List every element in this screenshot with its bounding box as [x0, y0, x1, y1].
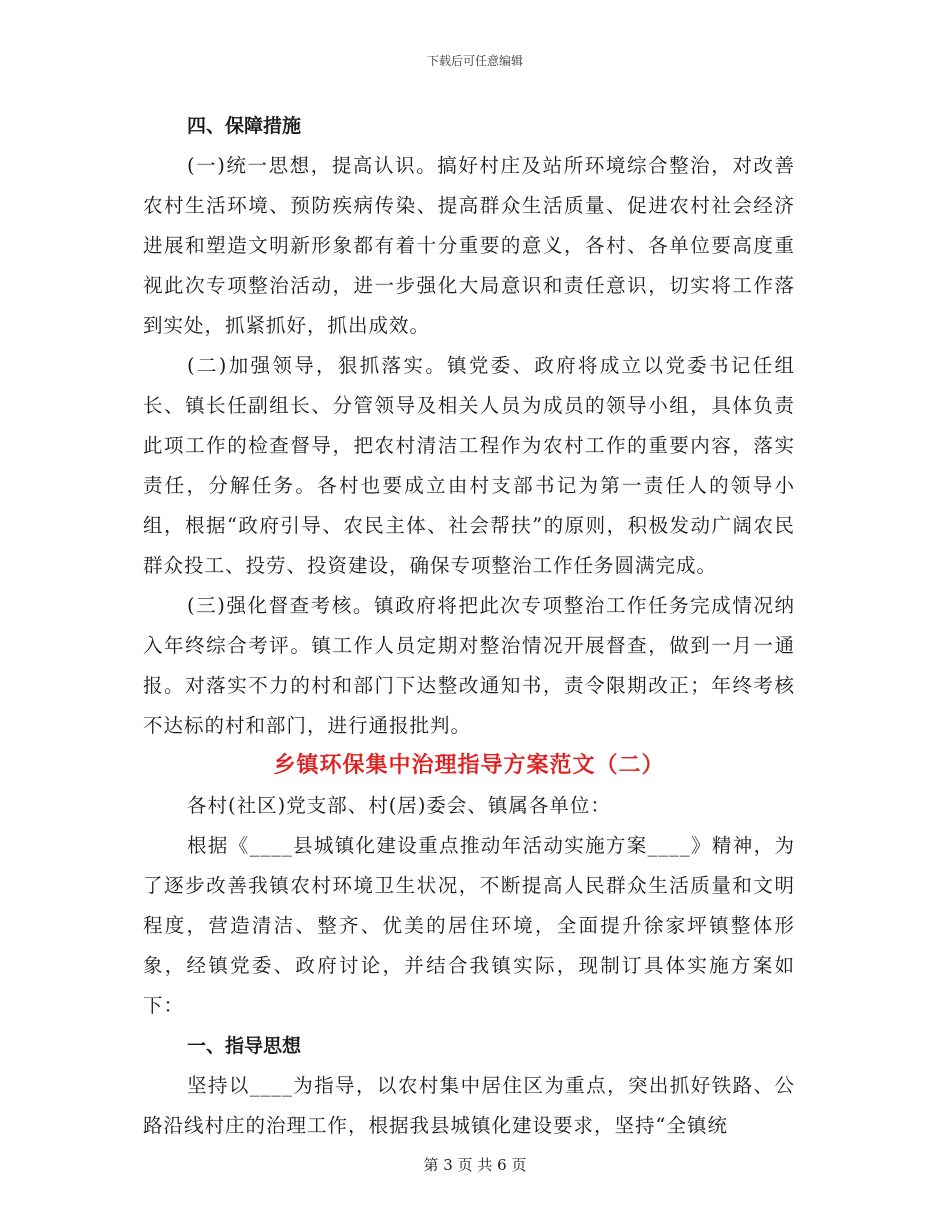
page-header-note: 下载后可任意编辑 [426, 54, 523, 68]
paragraph-guiding-ideology: 坚持以____为指导，以农村集中居住区为重点，突出抓好铁路、公路沿线村庄的治理工作，根据我县城镇化建设要求，坚持“全镇统 [143, 1074, 795, 1137]
document-body [143, 106, 795, 1146]
section-heading-safeguards: 四、保障措施 [187, 115, 302, 137]
paragraph-intro: 根据《____县城镇化建设重点推动年活动实施方案____》精神，为了逐步改善我镇农村环境卫生状况，不断提高人民群众生活质量和文明程度，营造清洁、整齐、优美的居住环境，全面提升徐家坪镇整体形象，经镇党委、政府讨论，并结合我镇实际，现制订具体实施方案如下： [143, 834, 795, 1017]
paragraph-addressee: 各村(社区)党支部、村(居)委会、镇属各单位： [187, 794, 611, 817]
page-number-footer: 第 3 页 共 6 页 [423, 1156, 527, 1174]
document-title: 乡镇环保集中治理指导方案范文（二） [273, 753, 665, 778]
paragraph-supervision-assessment: (三)强化督查考核。镇政府将把此次专项整治工作任务完成情况纳入年终综合考评。镇工作人员定期对整治情况开展督查，做到一月一通报。对落实不力的村和部门下达整改通知书，责令限期改正；年终考核不达标的村和部门，进行通报批判。 [143, 594, 795, 737]
section-heading-guiding-ideology: 一、指导思想 [187, 1035, 302, 1057]
paragraph-unify-thinking: (一)统一思想，提高认识。搞好村庄及站所环境综合整治，对改善农村生活环境、预防疾病传染、提高群众生活质量、促进农村社会经济进展和塑造文明新形象都有着十分重要的意义，各村、各单位要高度重视此次专项整治活动，进一步强化大局意识和责任意识，切实将工作落到实处，抓紧抓好，抓出成效。 [143, 154, 795, 337]
paragraph-strengthen-leadership: (二)加强领导，狠抓落实。镇党委、政府将成立以党委书记任组长、镇长任副组长、分管领导及相关人员为成员的领导小组，具体负责此项工作的检查督导，把农村清洁工程作为农村工作的重要内容，落实责任，分解任务。各村也要成立由村支部书记为第一责任人的领导小组，根据“政府引导、农民主体、社会帮扶”的原则，积极发动广阔农民群众投工、投劳、投资建设，确保专项整治工作任务圆满完成。 [143, 354, 795, 577]
